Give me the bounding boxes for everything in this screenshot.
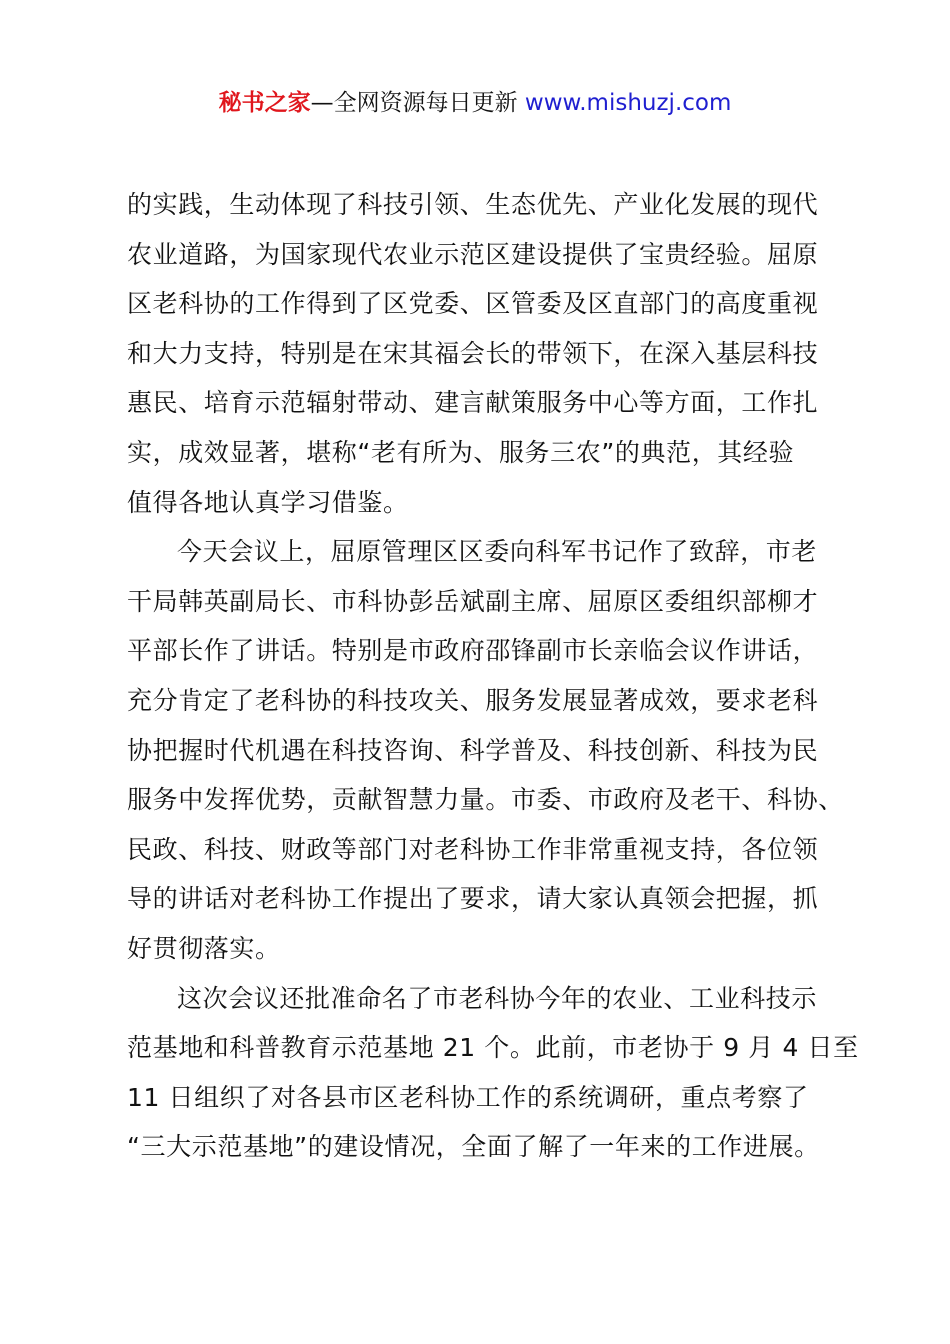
text-line: 干局韩英副局长、市科协彭岳斌副主席、屈原区委组织部柳才 xyxy=(127,586,819,616)
text-line: 值得各地认真学习借鉴。 xyxy=(127,487,409,517)
text-line: 今天会议上，屈原管理区区委向科军书记作了致辞，市老 xyxy=(177,537,818,567)
text-line: 惠民、培育示范辐射带动、建言献策服务中心等方面，工作扎 xyxy=(127,388,819,418)
site-tagline: —全网资源每日更新 xyxy=(310,90,518,116)
text-line: 服务中发挥优势，贡献智慧力量。市委、市政府及老干、科协、 xyxy=(127,785,844,815)
text-line: 民政、科技、财政等部门对老科协工作非常重视支持，各位领 xyxy=(127,834,819,864)
text-line: 协把握时代机遇在科技咨询、科学普及、科技创新、科技为民 xyxy=(127,735,819,765)
text-line: “三大示范基地”的建设情况，全面了解了一年来的工作进展。 xyxy=(127,1132,820,1162)
text-line: 好贯彻落实。 xyxy=(127,933,281,963)
text-line: 这次会议还批准命名了市老科协今年的农业、工业科技示 xyxy=(177,983,818,1013)
page-header xyxy=(0,86,950,120)
text-line: 平部长作了讲话。特别是市政府邵锋副市长亲临会议作讲话， xyxy=(127,636,819,666)
document-body xyxy=(127,180,859,1172)
text-line: 和大力支持，特别是在宋其福会长的带领下，在深入基层科技 xyxy=(127,338,819,368)
text-line: 的实践，生动体现了科技引领、生态优先、产业化发展的现代 xyxy=(127,190,819,219)
text-line: 区老科协的工作得到了区党委、区管委及区直部门的高度重视 xyxy=(127,289,819,319)
text-line: 实，成效显著，堪称“老有所为、服务三农”的典范，其经验 xyxy=(127,437,795,467)
text-line: 农业道路，为国家现代农业示范区建设提供了宝贵经验。屈原 xyxy=(127,239,819,269)
text-line: 11 日组织了对各县市区老科协工作的系统调研，重点考察了 xyxy=(127,1082,809,1112)
text-line: 充分肯定了老科协的科技攻关、服务发展显著成效，要求老科 xyxy=(127,685,819,715)
paragraph-2 xyxy=(127,527,844,973)
site-brand[interactable]: 秘书之家 xyxy=(218,90,311,116)
site-url-link[interactable]: www.mishuzj.com xyxy=(524,90,732,116)
text-line: 导的讲话对老科协工作提出了要求，请大家认真领会把握，抓 xyxy=(127,884,819,914)
text-line: 范基地和科普教育示范基地 21 个。此前，市老协于 9 月 4 日至 xyxy=(127,1033,859,1063)
paragraph-1 xyxy=(127,180,832,527)
paragraph-3 xyxy=(127,974,859,1172)
